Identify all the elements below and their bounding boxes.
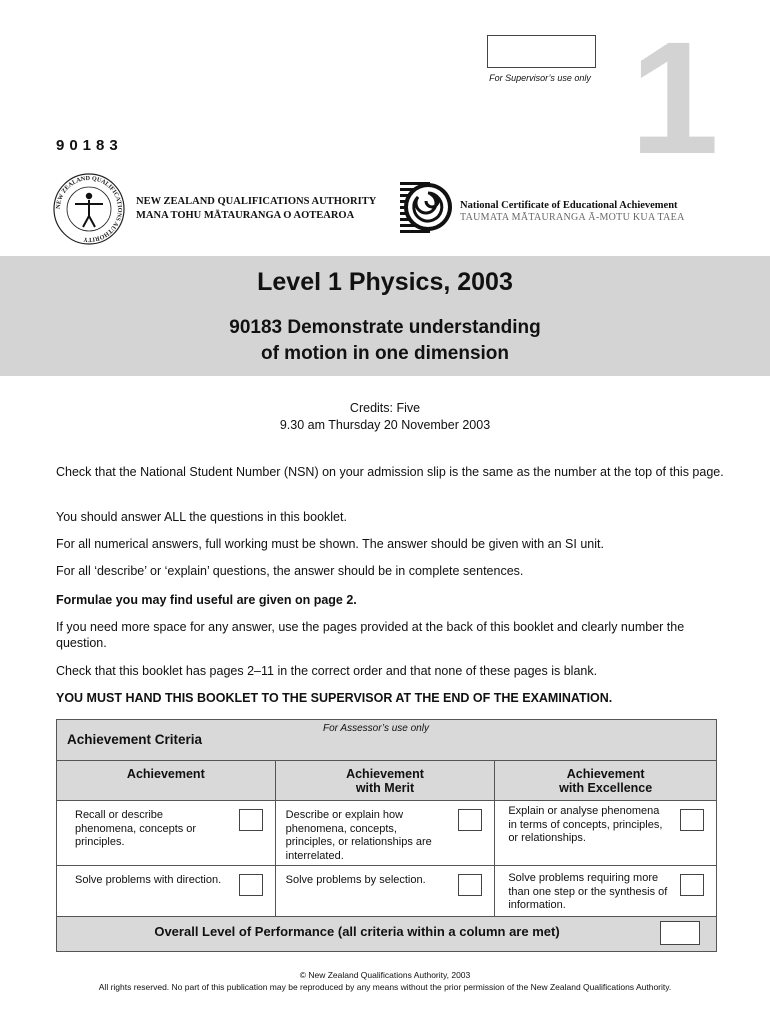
criteria-row-2 [57,866,717,917]
instruction-answer-all: You should answer ALL the questions in this booklet. [56,510,347,524]
instruction-check-pages: Check that this booklet has pages 2–11 in the correct order and that none of these pages is blank. [56,664,598,678]
ncea-swirl-icon [398,176,454,238]
criteria-row-1 [57,801,717,866]
nzqa-name-line2: MANA TOHU MĀTAURANGA O AOTEAROA [136,210,355,221]
column-achievement: Achievement [57,761,276,801]
nzqa-name-line1: NEW ZEALAND QUALIFICATIONS AUTHORITY [136,196,377,207]
standard-title-line2: of motion in one dimension [260,343,510,364]
criterion-checkbox[interactable] [239,874,263,896]
criterion-excellence-1: Explain or analyse phenomena in terms of concepts, principles, or relationships. [508,805,663,844]
criterion-checkbox[interactable] [458,809,482,831]
standard-title [0,315,770,367]
ncea-name-line2: TAUMATA MĀTAURANGA Ā-MOTU KUA TAEA [460,212,685,223]
instruction-working: For all numerical answers, full working must be shown. The answer should be given with an SI unit. [56,537,604,551]
criteria-header-row [57,720,717,761]
supervisor-box[interactable] [487,35,596,68]
standard-title-line1: 90183 Demonstrate understanding [229,317,541,338]
criterion-checkbox[interactable] [680,874,704,896]
rights-notice: All rights reserved. No part of this publication may be reproduced by any means without the prior permission of the New Zealand Qualifications Authority. [98,982,672,992]
criterion-achievement-1: Recall or describe phenomena, concepts or principles. [75,809,197,848]
credits-info [0,400,770,434]
ncea-name-line1: National Certificate of Educational Achievement [460,200,678,211]
column-excellence: Achievement with Excellence [495,761,717,801]
instruction-hand-in: YOU MUST HAND THIS BOOKLET TO THE SUPERVISOR AT THE END OF THE EXAMINATION. [56,691,613,705]
page-title: Level 1 Physics, 2003 [257,268,513,296]
criteria-column-headers [57,761,717,801]
credits-text: Credits: Five [349,401,421,415]
column-merit: Achievement with Merit [275,761,495,801]
svg-text:NEW ZEALAND QUALIFICATIONS AUT: NEW ZEALAND QUALIFICATIONS AUTHORITY [54,174,124,244]
instruction-extra-space: If you need more space for any answer, use the pages provided at the back of this booklet and clearly number the question. [56,620,685,650]
criterion-checkbox[interactable] [458,874,482,896]
instruction-nsn: Check that the National Student Number (NSN) on your admission slip is the same as the number at the top of this page. [56,465,724,479]
criterion-checkbox[interactable] [239,809,263,831]
ncea-name [460,200,685,224]
booklet-number: 1 [630,8,715,187]
criteria-title: Achievement Criteria [67,732,203,747]
exam-datetime: 9.30 am Thursday 20 November 2003 [279,418,491,432]
overall-performance-box[interactable] [660,921,700,945]
achievement-criteria-table [56,719,717,952]
criterion-checkbox[interactable] [680,809,704,831]
overall-performance-label: Overall Level of Performance (all criteria within a column are met) [154,924,560,939]
copyright: © New Zealand Qualifications Authority, 2003 [299,970,471,980]
supervisor-label: For Supervisor’s use only [489,73,591,83]
nzqa-seal-icon [52,172,126,246]
criterion-excellence-2: Solve problems requiring more than one step or the synthesis of information. [508,872,668,911]
criterion-merit-1: Describe or explain how phenomena, concepts, principles, or relationships are interrelated. [285,809,432,862]
instruction-sentences: For all ‘describe’ or ‘explain’ questions, the answer should be in complete sentences. [56,564,524,578]
criterion-merit-2: Solve problems by selection. [285,874,426,886]
assessor-note: For Assessor’s use only [323,723,429,734]
criterion-achievement-2: Solve problems with direction. [75,874,222,886]
nzqa-name [136,195,376,223]
overall-row [57,917,717,952]
instruction-formulae: Formulae you may find useful are given on page 2. [56,593,357,607]
standard-code: 90183 [56,137,123,154]
